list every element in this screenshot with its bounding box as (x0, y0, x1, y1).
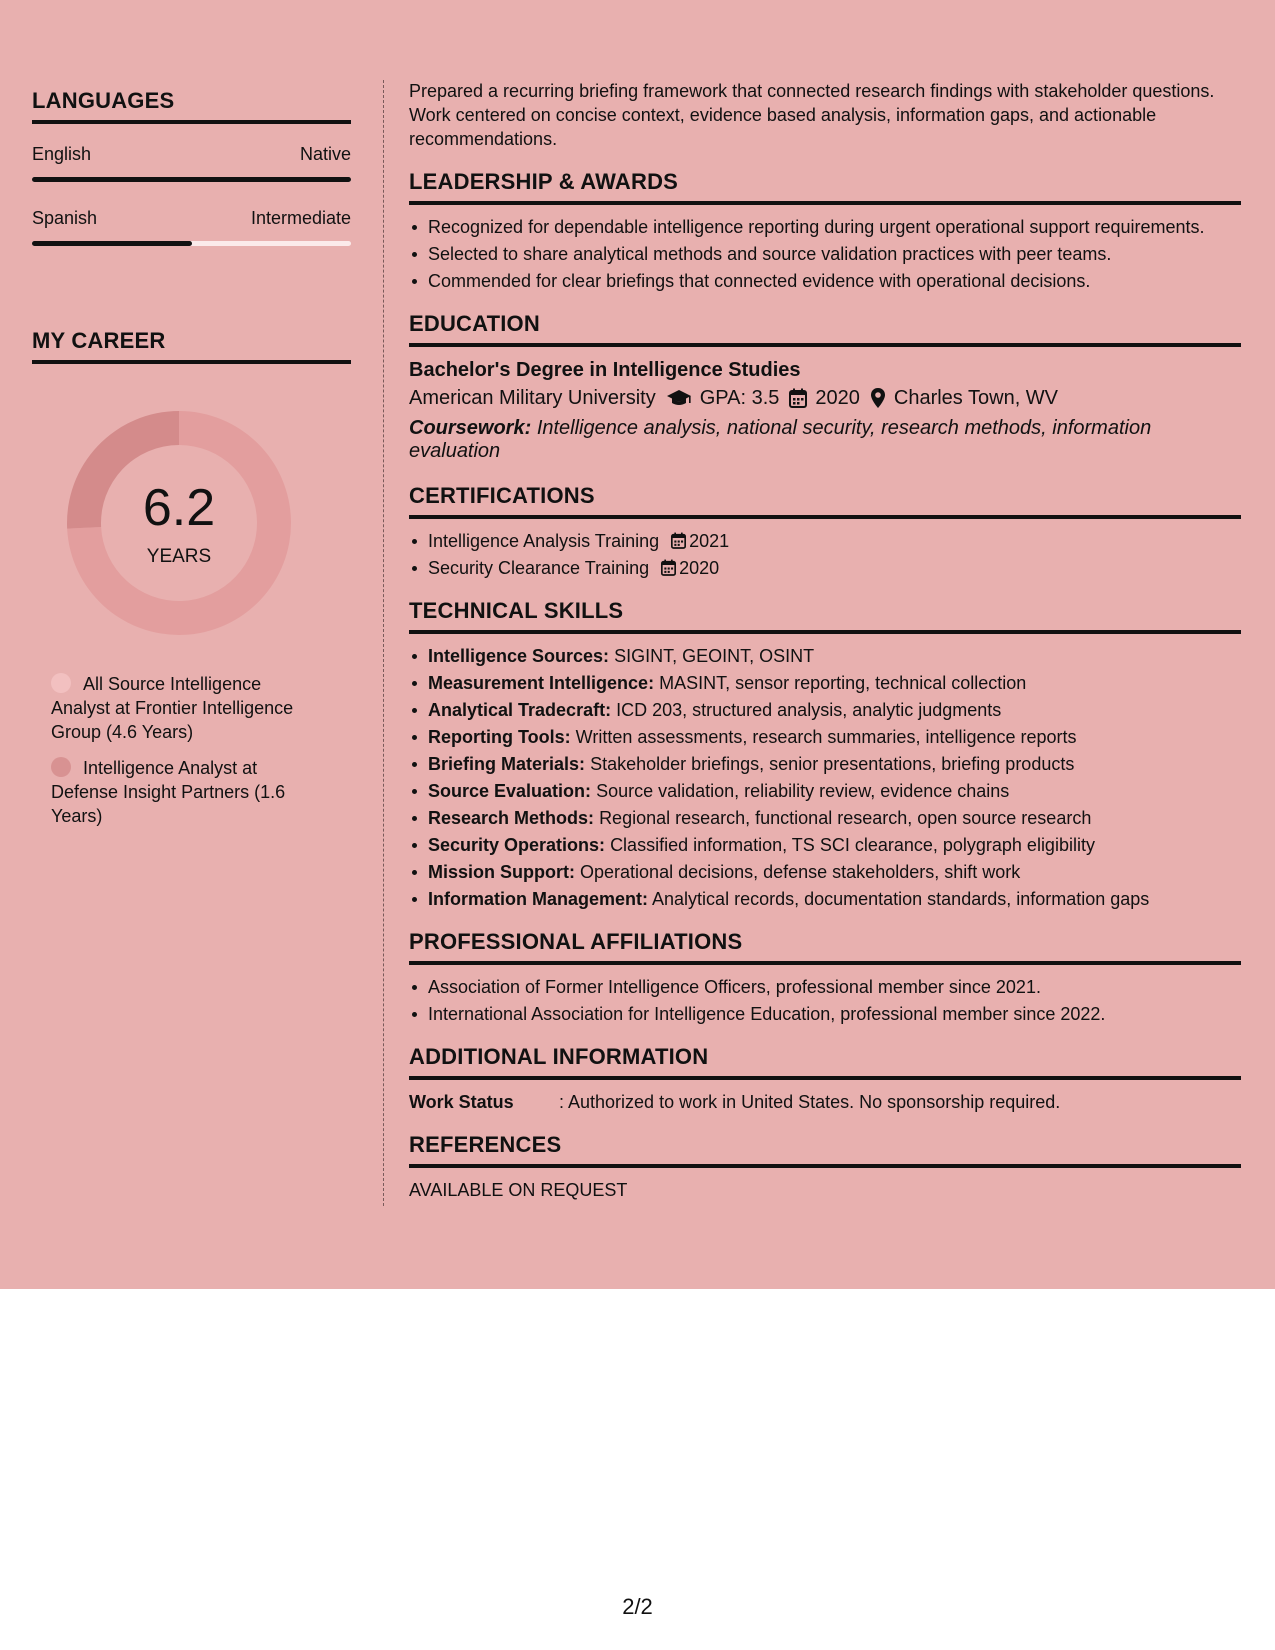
additional-info-title: ADDITIONAL INFORMATION (409, 1044, 1241, 1080)
certification-year: 2021 (689, 531, 730, 551)
skill-value: Written assessments, research summaries, intelligence reports (575, 727, 1077, 747)
skill-label: Briefing Materials: (428, 754, 586, 774)
career-role-label: All Source Intelligence Analyst at Frontier Intelligence Group (4.6 Years) (51, 674, 294, 742)
school-location: Charles Town, WV (893, 387, 1059, 409)
skill-item (409, 833, 1241, 857)
career-section (32, 328, 351, 828)
skills-title: TECHNICAL SKILLS (409, 598, 1241, 634)
coursework (409, 417, 1241, 463)
career-legend-item (51, 756, 312, 828)
certifications-section (409, 483, 1241, 580)
skill-value: Operational decisions, defense stakeholders, shift work (580, 862, 1021, 882)
graduation-year: 2020 (815, 387, 860, 409)
coursework-text: Intelligence analysis, national security, research methods, information evaluation (409, 417, 1152, 462)
skill-label: Source Evaluation: (428, 781, 592, 801)
language-item (32, 144, 351, 182)
skill-label: Research Methods: (428, 808, 595, 828)
skill-label: Security Operations: (428, 835, 606, 855)
skill-item (409, 806, 1241, 830)
language-proficiency-bar (32, 241, 351, 246)
certification-year-wrap (649, 558, 719, 578)
skills-section (409, 598, 1241, 911)
career-legend (32, 672, 312, 828)
certifications-list (409, 529, 1241, 580)
skill-value: Classified information, TS SCI clearance, polygraph eligibility (610, 835, 1095, 855)
affiliations-section (409, 929, 1241, 1026)
career-total-unit: YEARS (146, 546, 212, 567)
languages-section (32, 88, 351, 246)
coursework-label: Coursework: (409, 417, 532, 439)
skill-label: Information Management: (428, 889, 649, 909)
certification-name: Intelligence Analysis Training (428, 531, 660, 551)
language-item (32, 208, 351, 246)
language-level: Intermediate (250, 208, 351, 228)
language-proficiency-fill (32, 241, 192, 246)
skill-value: Stakeholder briefings, senior presentations, briefing products (590, 754, 1075, 774)
education-section (409, 311, 1241, 463)
skill-value: MASINT, sensor reporting, technical collection (659, 673, 1027, 693)
location-pin-icon (870, 387, 886, 409)
certification-item (409, 529, 1241, 553)
skill-item (409, 860, 1241, 884)
education-meta (409, 383, 1241, 413)
skill-value: Analytical records, documentation standards, information gaps (652, 889, 1150, 909)
skill-value: ICD 203, structured analysis, analytic judgments (616, 700, 1002, 720)
work-status-value: : Authorized to work in United States. No sponsorship required. (559, 1092, 1061, 1112)
certification-item (409, 556, 1241, 580)
career-role-label: Intelligence Analyst at Defense Insight Partners (1.6 Years) (51, 758, 286, 826)
language-level: Native (299, 144, 351, 164)
skill-item (409, 779, 1241, 803)
skill-label: Reporting Tools: (428, 727, 571, 747)
leadership-section (409, 169, 1241, 293)
page-number: 2/2 (622, 1594, 653, 1619)
certification-year: 2020 (679, 558, 720, 578)
legend-dot-icon (51, 757, 71, 777)
certifications-title: CERTIFICATIONS (409, 483, 1241, 519)
affiliations-list (409, 975, 1241, 1026)
column-divider (383, 80, 384, 1206)
skill-value: Regional research, functional research, open source research (599, 808, 1092, 828)
list-item: Commended for clear briefings that connected evidence with operational decisions. (409, 269, 1241, 293)
school-name: American Military University (409, 387, 656, 409)
language-row (32, 208, 351, 229)
language-proficiency-fill (32, 177, 351, 182)
career-legend-item (51, 672, 312, 744)
leadership-list (409, 215, 1241, 293)
work-status-label: Work Status (409, 1092, 514, 1112)
certification-name: Security Clearance Training (428, 558, 650, 578)
calendar-icon (661, 559, 676, 576)
list-item: Association of Former Intelligence Officers, professional member since 2021. (409, 975, 1241, 999)
degree-name: Bachelor's Degree in Intelligence Studies (409, 359, 801, 381)
skill-label: Intelligence Sources: (428, 646, 610, 666)
graduation-cap-icon (666, 388, 692, 408)
career-donut-chart (66, 410, 292, 636)
references-text: AVAILABLE ON REQUEST (409, 1180, 628, 1200)
affiliations-title: PROFESSIONAL AFFILIATIONS (409, 929, 1241, 965)
career-total-value: 6.2 (142, 479, 216, 537)
skill-label: Mission Support: (428, 862, 575, 882)
skill-label: Analytical Tradecraft: (428, 700, 612, 720)
skill-label: Measurement Intelligence: (428, 673, 655, 693)
education-title: EDUCATION (409, 311, 1241, 347)
calendar-icon (671, 532, 686, 549)
legend-dot-icon (51, 673, 71, 693)
gpa: GPA: 3.5 (699, 387, 780, 409)
career-title: MY CAREER (32, 328, 351, 364)
skill-item (409, 644, 1241, 668)
additional-info-section (409, 1044, 1241, 1114)
list-item: Recognized for dependable intelligence reporting during urgent operational support requirements. (409, 215, 1241, 239)
work-status-row (409, 1090, 1241, 1114)
skill-value: Source validation, reliability review, evidence chains (596, 781, 1010, 801)
language-list (32, 144, 351, 246)
skill-item (409, 725, 1241, 749)
skill-item (409, 671, 1241, 695)
skill-value: SIGINT, GEOINT, OSINT (614, 646, 815, 666)
calendar-icon (789, 388, 807, 408)
language-proficiency-bar (32, 177, 351, 182)
list-item: Selected to share analytical methods and source validation practices with peer teams. (409, 242, 1241, 266)
language-name: Spanish (32, 208, 98, 228)
right-column (409, 79, 1241, 1202)
references-section (409, 1132, 1241, 1202)
languages-title: LANGUAGES (32, 88, 351, 124)
skills-list (409, 644, 1241, 911)
list-item: International Association for Intelligence Education, professional member since 2022. (409, 1002, 1241, 1026)
skill-item (409, 752, 1241, 776)
skill-item (409, 698, 1241, 722)
language-row (32, 144, 351, 165)
language-name: English (32, 144, 92, 164)
certification-year-wrap (659, 531, 729, 551)
intro-paragraph: Prepared a recurring briefing framework that connected research findings with stakeholder questions. Work centered on concise context, evidence based analysis, information gaps, and actionable recommendations. (409, 81, 1215, 149)
references-title: REFERENCES (409, 1132, 1241, 1168)
skill-item (409, 887, 1241, 911)
leadership-title: LEADERSHIP & AWARDS (409, 169, 1241, 205)
left-column (32, 88, 351, 840)
